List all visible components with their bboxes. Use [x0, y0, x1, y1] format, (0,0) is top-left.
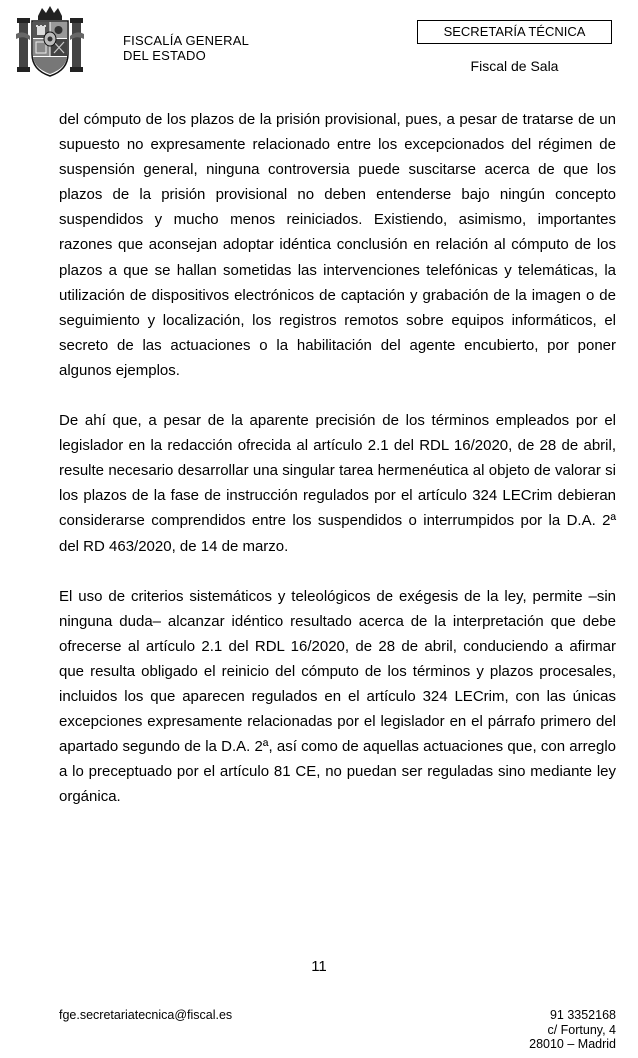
department-subtitle: Fiscal de Sala — [470, 58, 559, 74]
coat-of-arms-icon — [14, 4, 86, 80]
paragraph: del cómputo de los plazos de la prisión provisional, pues, a pesar de tratarse de un supuesto no expresamente relacionado entre los excepcionados del régimen de suspensión general, ninguna controversia puede suscitarse acerca de que los plazos de la prisión provisional no deben entenderse bajo ningún concepto suspendidos y mucho menos reiniciados. Existiendo, asimismo, importantes razones que aconsejan adoptar idéntica conclusión en relación al cómputo de los plazos a que se hallan sometidas las intervenciones telefónicas y telemáticas, la utilización de dispositivos electrónicos de captación y grabación de la imagen o de seguimiento y localización, los registros remotos sobre equipos informáticos, el secreto de las actuaciones o la habilitación del agente encubierto, por poner algunos ejemplos. — [59, 111, 616, 379]
institution-name — [123, 33, 249, 63]
page-header — [0, 0, 638, 90]
footer-address — [529, 1008, 616, 1052]
page-number: 11 — [311, 958, 327, 975]
paragraph: El uso de criterios sistemáticos y teleológicos de exégesis de la ley, permite –sin ninguna duda– alcanzar idéntico resultado acerca de la interpretación que debe ofrecerse al artículo 2.1 del RDL 16/2020, de 28 de abril, conduciendo a afirmar que resulta obligado el reinicio del cómputo de los términos y plazos procesales, incluidos los que aparecen regulados en el artículo 324 LECrim, con las únicas excepciones expresamente relacionadas por el legislador en el párrafo primero del apartado segundo de la D.A. 2ª, así como de aquellas actuaciones que, con arreglo a lo preceptuado por el artículo 81 CE, no puedan ser reguladas sino mediante ley orgánica. — [59, 587, 616, 806]
footer-phone: 91 3352168 — [549, 1008, 616, 1022]
footer-city: 28010 – Madrid — [529, 1037, 616, 1051]
department-box: SECRETARÍA TÉCNICA — [417, 20, 612, 44]
institution-line-1: FISCALÍA GENERAL — [123, 33, 250, 48]
document-body — [59, 107, 616, 834]
footer-email: fge.secretariatecnica@fiscal.es — [59, 1008, 233, 1022]
footer-street: c/ Fortuny, 4 — [547, 1022, 616, 1037]
institution-line-2: DEL ESTADO — [123, 48, 206, 63]
paragraph: De ahí que, a pesar de la aparente precisión de los términos empleados por el legislador en la redacción ofrecida al artículo 2.1 del RDL 16/2020, de 28 de abril, resulte necesario desarrollar una singular tarea hermenéutica al objeto de valorar si los plazos de la fase de instrucción regulados por el artículo 324 LECrim debieran considerarse comprendidos entre los suspendidos o interrumpidos por la D.A. 2ª del RD 463/2020, de 14 de marzo. — [59, 412, 616, 555]
